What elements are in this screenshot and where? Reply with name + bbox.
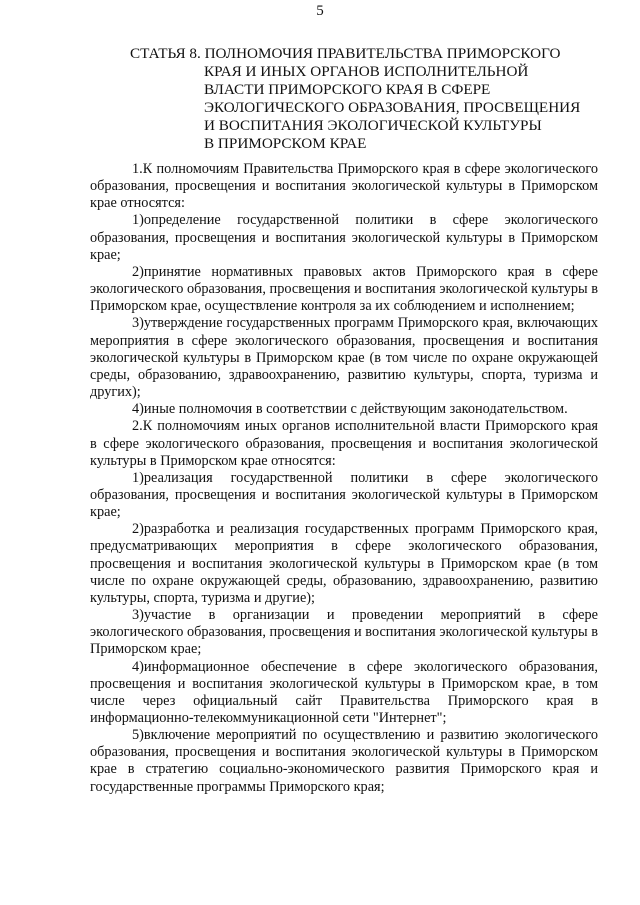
- heading-line: КРАЯ И ИНЫХ ОРГАНОВ ИСПОЛНИТЕЛЬНОЙ: [204, 62, 529, 80]
- heading-line: СТАТЬЯ 8. ПОЛНОМОЧИЯ ПРАВИТЕЛЬСТВА ПРИМОРСКОГО: [130, 45, 561, 62]
- paragraph: 1)определение государственной политики в сфере экологического образования, просвещения и воспитания экологической культуры в Приморском крае;: [90, 212, 598, 263]
- heading-line: И ВОСПИТАНИЯ ЭКОЛОГИЧЕСКОЙ КУЛЬТУРЫ: [204, 116, 542, 134]
- heading-line: В ПРИМОРСКОМ КРАЕ: [204, 134, 367, 152]
- paragraph: 3)утверждение государственных программ Приморского края, включающих мероприятия в сфере экологического образования, просвещения и воспитания экологической культуры в Приморском крае (в том числе по охране окружающей среды, образованию, здравоохранению, развитию культуры, спорта, туризма и других);: [90, 315, 598, 401]
- paragraph: 2.К полномочиям иных органов исполнительной власти Приморского края в сфере экологического образования, просвещения и воспитания экологической культуры в Приморском крае относятся:: [90, 418, 598, 469]
- article-body: [90, 161, 598, 796]
- paragraph: 2)разработка и реализация государственных программ Приморского края, предусматривающих мероприятия в сфере экологического образования, просвещения и воспитания экологической культуры в Приморском крае (в том числе по охране окружающей среды, образованию, здравоохранению, развитию культуры, спорта, туризма и другие);: [90, 521, 598, 606]
- heading-line: ЭКОЛОГИЧЕСКОГО ОБРАЗОВАНИЯ, ПРОСВЕЩЕНИЯ: [204, 98, 581, 116]
- paragraph: 4)информационное обеспечение в сфере экологического образования, просвещения и воспитания экологической культуры в Приморском крае, в том числе через официальный сайт Правительства Приморского края в информационно-телекоммуникационной сети "Интернет";: [90, 658, 598, 726]
- paragraph: 5)включение мероприятий по осуществлению и развитию экологического образования, просвещения и воспитания экологической культуры в Приморском крае в стратегию социально-экономического развития Приморского края и государственные программы Приморского края;: [90, 727, 598, 795]
- paragraph: 2)принятие нормативных правовых актов Приморского края в сфере экологического образования, просвещения и воспитания экологической культуры в Приморском крае, осуществление контроля за их соблюдением и исполнением;: [90, 263, 598, 315]
- paragraph: 1)реализация государственной политики в сфере экологического образования, просвещения и воспитания экологической культуры в Приморском крае;: [90, 469, 598, 521]
- article-heading: [130, 45, 590, 152]
- paragraph: 1.К полномочиям Правительства Приморского края в сфере экологического образования, просвещения и воспитания экологической культуры в Приморском крае относятся:: [90, 161, 598, 212]
- heading-line: ВЛАСТИ ПРИМОРСКОГО КРАЯ В СФЕРЕ: [204, 80, 491, 98]
- paragraph: 4)иные полномочия в соответствии с действующим законодательством.: [132, 401, 568, 418]
- page-number: 5: [316, 3, 324, 19]
- paragraph: 3)участие в организации и проведении мероприятий в сфере экологического образования, просвещения и воспитания экологической культуры в Приморском крае;: [90, 607, 598, 658]
